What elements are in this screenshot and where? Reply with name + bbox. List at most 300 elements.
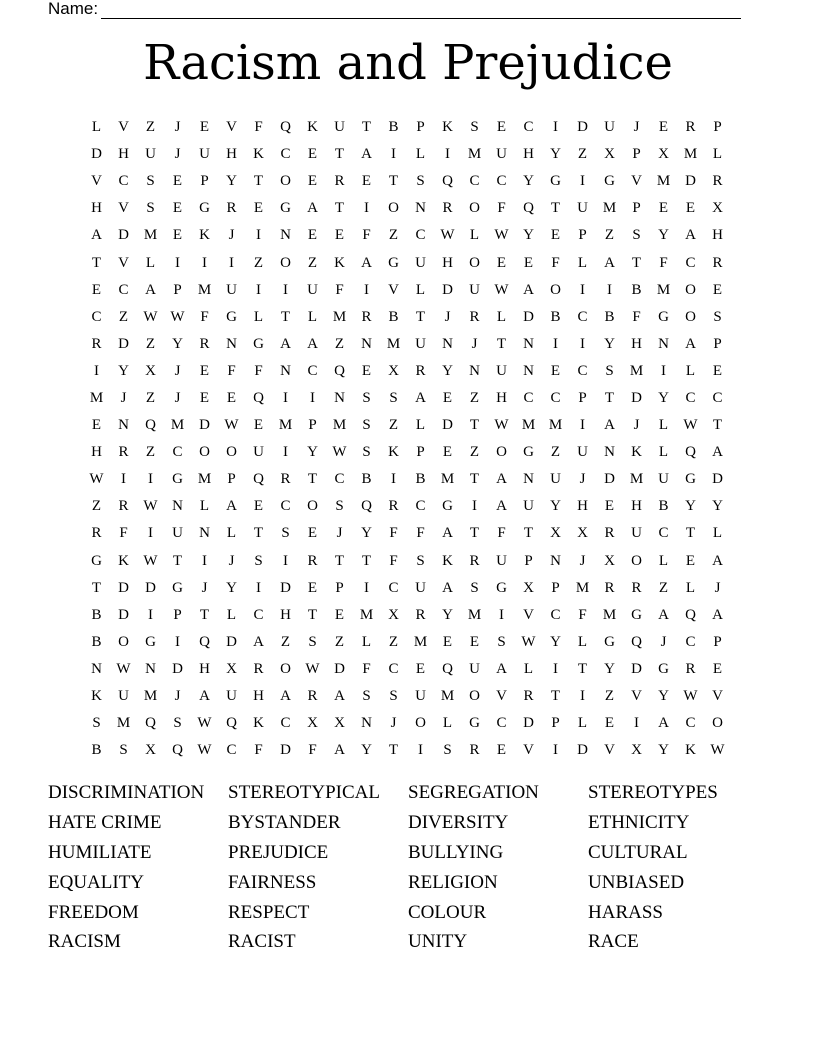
word-list-item: RACISM	[48, 931, 121, 953]
grid-letter: N	[442, 335, 453, 352]
grid-letter: F	[335, 281, 344, 298]
grid-letter: F	[497, 525, 506, 542]
grid-letter: U	[415, 254, 426, 271]
grid-letter: F	[254, 742, 263, 759]
grid-letter: L	[226, 606, 237, 623]
grid-letter: E	[604, 715, 615, 732]
grid-letter: T	[685, 525, 696, 542]
grid-letter: E	[496, 742, 507, 759]
grid-letter: O	[280, 173, 291, 190]
grid-letter: C	[658, 525, 669, 542]
grid-letter: X	[145, 362, 156, 379]
grid-letter: Y	[712, 498, 723, 515]
grid-letter: A	[361, 146, 372, 163]
grid-letter: V	[118, 119, 129, 136]
grid-letter: J	[120, 389, 127, 406]
grid-letter: I	[175, 254, 180, 271]
grid-letter: U	[145, 146, 156, 163]
grid-letter: Q	[172, 742, 183, 759]
grid-letter: Y	[550, 498, 561, 515]
grid-letter: J	[390, 715, 397, 732]
grid-letter: C	[685, 389, 696, 406]
grid-letter: N	[415, 200, 426, 217]
grid-letter: E	[658, 119, 669, 136]
grid-letter: D	[118, 227, 129, 244]
grid-letter: K	[253, 715, 264, 732]
grid-letter: W	[305, 660, 320, 677]
grid-letter: A	[442, 579, 453, 596]
grid-letter: O	[496, 444, 507, 461]
grid-letter: T	[361, 119, 372, 136]
grid-letter: M	[656, 281, 671, 298]
grid-letter: P	[578, 227, 587, 244]
grid-letter: N	[334, 389, 345, 406]
grid-letter: U	[631, 525, 642, 542]
grid-letter: I	[499, 606, 504, 623]
grid-letter: Z	[388, 227, 399, 244]
grid-letter: E	[523, 254, 534, 271]
grid-letter: G	[226, 308, 237, 325]
grid-letter: Q	[685, 606, 696, 623]
grid-letter: M	[521, 417, 536, 434]
grid-letter: I	[148, 525, 153, 542]
grid-letter: S	[632, 227, 641, 244]
grid-letter: I	[445, 146, 450, 163]
grid-letter: L	[712, 525, 723, 542]
grid-letter: E	[361, 362, 372, 379]
grid-letter: V	[523, 742, 534, 759]
grid-letter: B	[91, 742, 102, 759]
grid-letter: E	[334, 606, 345, 623]
grid-letter: J	[201, 579, 208, 596]
word-list-item: HARASS	[588, 901, 663, 923]
grid-letter: Q	[226, 715, 237, 732]
grid-letter: N	[145, 660, 156, 677]
grid-letter: D	[118, 579, 129, 596]
grid-letter: T	[523, 525, 534, 542]
grid-letter: M	[467, 146, 482, 163]
grid-letter: O	[685, 308, 696, 325]
grid-letter: A	[712, 606, 723, 623]
grid-letter: L	[658, 417, 669, 434]
grid-letter: A	[658, 606, 669, 623]
grid-letter: K	[442, 552, 453, 569]
grid-letter: I	[580, 688, 585, 705]
grid-letter: M	[116, 715, 131, 732]
grid-letter: H	[91, 200, 102, 217]
grid-letter: I	[148, 471, 153, 488]
grid-letter: R	[388, 498, 399, 515]
grid-letter: R	[253, 660, 264, 677]
grid-letter: C	[280, 715, 291, 732]
grid-letter: M	[332, 308, 347, 325]
grid-letter: J	[444, 308, 451, 325]
word-list-item: STEREOTYPES	[588, 781, 718, 803]
grid-letter: B	[388, 308, 399, 325]
grid-letter: L	[199, 498, 210, 515]
grid-letter: O	[415, 715, 426, 732]
grid-letter: A	[145, 281, 156, 298]
grid-letter: C	[685, 254, 696, 271]
grid-letter: S	[146, 173, 155, 190]
grid-letter: E	[496, 119, 507, 136]
grid-letter: Q	[280, 119, 291, 136]
grid-letter: W	[116, 660, 131, 677]
grid-letter: H	[280, 606, 291, 623]
grid-letter: L	[415, 281, 426, 298]
grid-letter: J	[579, 552, 586, 569]
grid-letter: K	[334, 254, 345, 271]
grid-letter: G	[604, 173, 615, 190]
grid-letter: X	[604, 146, 615, 163]
grid-letter: U	[577, 444, 588, 461]
grid-letter: G	[685, 471, 696, 488]
grid-letter: O	[280, 660, 291, 677]
grid-letter: G	[550, 173, 561, 190]
grid-letter: L	[226, 525, 237, 542]
grid-letter: U	[226, 281, 237, 298]
grid-letter: T	[91, 579, 102, 596]
grid-letter: P	[713, 119, 722, 136]
grid-letter: A	[604, 417, 615, 434]
grid-letter: R	[307, 552, 318, 569]
grid-letter: H	[226, 146, 237, 163]
grid-letter: Z	[307, 254, 318, 271]
grid-letter: I	[580, 173, 585, 190]
grid-letter: A	[199, 688, 210, 705]
grid-letter: L	[577, 715, 588, 732]
grid-letter: L	[145, 254, 156, 271]
grid-letter: E	[91, 417, 102, 434]
grid-letter: C	[523, 389, 534, 406]
grid-letter: Z	[334, 335, 345, 352]
grid-letter: F	[497, 200, 506, 217]
grid-letter: D	[577, 742, 588, 759]
grid-letter: I	[364, 281, 369, 298]
grid-letter: U	[307, 281, 318, 298]
word-list	[48, 778, 768, 957]
grid-letter: S	[416, 173, 425, 190]
grid-letter: P	[335, 579, 344, 596]
grid-letter: W	[521, 633, 536, 650]
grid-letter: X	[631, 742, 642, 759]
grid-letter: P	[416, 444, 425, 461]
grid-letter: N	[361, 715, 372, 732]
grid-letter: B	[91, 606, 102, 623]
grid-letter: G	[253, 335, 264, 352]
grid-letter: H	[91, 444, 102, 461]
grid-letter: S	[281, 525, 290, 542]
grid-letter: I	[283, 281, 288, 298]
grid-letter: C	[280, 146, 291, 163]
grid-letter: T	[280, 308, 291, 325]
word-list-item: COLOUR	[408, 901, 487, 923]
grid-letter: P	[551, 579, 560, 596]
grid-letter: I	[553, 119, 558, 136]
grid-letter: Q	[442, 660, 453, 677]
grid-letter: W	[494, 281, 509, 298]
grid-letter: M	[440, 471, 455, 488]
grid-letter: X	[334, 715, 345, 732]
grid-letter: I	[283, 552, 288, 569]
grid-letter: F	[254, 362, 263, 379]
grid-letter: O	[550, 281, 561, 298]
grid-letter: O	[199, 444, 210, 461]
grid-letter: X	[550, 525, 561, 542]
letter-grid	[83, 114, 731, 764]
grid-letter: S	[173, 715, 182, 732]
word-list-item: EQUALITY	[48, 871, 145, 893]
grid-letter: X	[388, 606, 399, 623]
grid-letter: E	[469, 633, 480, 650]
word-list-item: PREJUDICE	[228, 841, 329, 863]
grid-letter: W	[683, 417, 698, 434]
grid-letter: Q	[145, 715, 156, 732]
grid-letter: R	[523, 688, 534, 705]
grid-letter: E	[361, 173, 372, 190]
grid-letter: F	[362, 227, 371, 244]
grid-letter: B	[550, 308, 561, 325]
grid-letter: I	[580, 417, 585, 434]
grid-letter: X	[388, 362, 399, 379]
grid-letter: E	[307, 227, 318, 244]
grid-letter: R	[226, 200, 237, 217]
grid-letter: U	[334, 119, 345, 136]
grid-letter: E	[172, 227, 183, 244]
grid-letter: R	[118, 444, 129, 461]
grid-letter: V	[604, 742, 615, 759]
grid-letter: T	[577, 660, 588, 677]
grid-letter: G	[199, 200, 210, 217]
grid-letter: U	[496, 552, 507, 569]
grid-letter: K	[91, 688, 102, 705]
grid-letter: J	[579, 471, 586, 488]
grid-letter: C	[577, 308, 588, 325]
grid-letter: E	[253, 200, 264, 217]
grid-letter: O	[469, 200, 480, 217]
grid-letter: I	[229, 254, 234, 271]
grid-letter: T	[334, 552, 345, 569]
grid-letter: Z	[388, 417, 399, 434]
grid-letter: R	[685, 119, 696, 136]
grid-letter: U	[604, 119, 615, 136]
grid-letter: P	[632, 200, 641, 217]
grid-letter: S	[389, 389, 398, 406]
grid-letter: O	[469, 688, 480, 705]
grid-letter: I	[364, 579, 369, 596]
grid-letter: A	[253, 633, 264, 650]
grid-letter: C	[685, 715, 696, 732]
grid-letter: I	[283, 444, 288, 461]
grid-letter: K	[253, 146, 264, 163]
grid-letter: R	[604, 525, 615, 542]
grid-letter: L	[658, 552, 669, 569]
grid-letter: F	[659, 254, 668, 271]
grid-letter: I	[202, 552, 207, 569]
grid-letter: W	[683, 688, 698, 705]
grid-letter: H	[118, 146, 129, 163]
grid-letter: W	[170, 308, 185, 325]
grid-letter: U	[469, 660, 480, 677]
name-blank-line	[101, 2, 741, 19]
grid-letter: U	[523, 498, 534, 515]
grid-letter: M	[413, 633, 428, 650]
grid-letter: Q	[631, 633, 642, 650]
grid-letter: I	[202, 254, 207, 271]
grid-letter: I	[418, 742, 423, 759]
grid-letter: Q	[334, 362, 345, 379]
grid-letter: R	[199, 335, 210, 352]
grid-letter: T	[199, 606, 210, 623]
grid-letter: R	[361, 308, 372, 325]
grid-letter: F	[308, 742, 317, 759]
grid-letter: I	[94, 362, 99, 379]
grid-letter: I	[256, 227, 261, 244]
grid-letter: S	[335, 498, 344, 515]
grid-letter: Z	[145, 119, 156, 136]
grid-letter: A	[334, 688, 345, 705]
grid-letter: Y	[442, 362, 453, 379]
grid-letter: X	[226, 660, 237, 677]
grid-letter: E	[307, 173, 318, 190]
grid-letter: S	[146, 200, 155, 217]
grid-letter: Z	[145, 335, 156, 352]
grid-letter: X	[577, 525, 588, 542]
grid-letter: M	[143, 688, 158, 705]
grid-letter: T	[550, 688, 561, 705]
grid-letter: Y	[604, 660, 615, 677]
grid-letter: Z	[550, 444, 561, 461]
grid-letter: C	[577, 362, 588, 379]
grid-letter: F	[254, 119, 263, 136]
grid-letter: T	[253, 525, 264, 542]
grid-letter: Q	[253, 389, 264, 406]
grid-letter: G	[280, 200, 291, 217]
grid-letter: Y	[442, 606, 453, 623]
grid-letter: C	[415, 498, 426, 515]
grid-letter: L	[496, 308, 507, 325]
grid-letter: C	[496, 715, 507, 732]
grid-letter: H	[199, 660, 210, 677]
grid-letter: X	[523, 579, 534, 596]
grid-letter: R	[469, 308, 480, 325]
grid-letter: C	[550, 606, 561, 623]
grid-letter: I	[175, 633, 180, 650]
grid-letter: J	[660, 633, 667, 650]
grid-letter: T	[334, 146, 345, 163]
grid-letter: K	[199, 227, 210, 244]
grid-letter: I	[391, 146, 396, 163]
grid-letter: O	[280, 254, 291, 271]
grid-letter: T	[172, 552, 183, 569]
grid-letter: W	[143, 498, 158, 515]
grid-letter: A	[658, 715, 669, 732]
grid-letter: S	[119, 742, 128, 759]
grid-letter: Y	[523, 227, 534, 244]
grid-letter: E	[658, 200, 669, 217]
grid-letter: Y	[226, 173, 237, 190]
grid-letter: A	[685, 227, 696, 244]
grid-letter: D	[91, 146, 102, 163]
grid-letter: T	[550, 200, 561, 217]
grid-letter: H	[577, 498, 588, 515]
grid-letter: F	[362, 660, 371, 677]
grid-letter: E	[685, 552, 696, 569]
grid-letter: D	[280, 742, 291, 759]
grid-letter: A	[712, 444, 723, 461]
grid-letter: K	[307, 119, 318, 136]
grid-letter: A	[280, 688, 291, 705]
grid-letter: F	[389, 552, 398, 569]
grid-letter: E	[199, 119, 210, 136]
grid-letter: P	[308, 417, 317, 434]
grid-letter: W	[332, 444, 347, 461]
grid-letter: F	[632, 308, 641, 325]
grid-letter: E	[442, 633, 453, 650]
word-list-item: ETHNICITY	[588, 811, 690, 833]
grid-letter: L	[469, 227, 480, 244]
grid-letter: J	[228, 552, 235, 569]
grid-letter: B	[658, 498, 669, 515]
grid-letter: A	[361, 254, 372, 271]
grid-letter: C	[226, 742, 237, 759]
grid-letter: L	[307, 308, 318, 325]
grid-letter: R	[712, 173, 723, 190]
grid-letter: N	[226, 335, 237, 352]
grid-letter: F	[227, 362, 236, 379]
grid-letter: N	[523, 471, 534, 488]
grid-letter: I	[634, 715, 639, 732]
grid-letter: W	[143, 308, 158, 325]
grid-letter: S	[362, 688, 371, 705]
grid-letter: Z	[253, 254, 264, 271]
grid-letter: J	[633, 417, 640, 434]
grid-letter: Y	[658, 688, 669, 705]
grid-letter: C	[118, 281, 129, 298]
grid-letter: L	[658, 444, 669, 461]
grid-letter: T	[631, 254, 642, 271]
grid-letter: Y	[658, 389, 669, 406]
grid-letter: N	[523, 335, 534, 352]
grid-letter: C	[172, 444, 183, 461]
grid-letter: Z	[334, 633, 345, 650]
grid-letter: R	[307, 688, 318, 705]
grid-letter: M	[89, 389, 104, 406]
grid-letter: I	[148, 606, 153, 623]
grid-letter: E	[550, 362, 561, 379]
grid-letter: M	[548, 417, 563, 434]
word-list-item: STEREOTYPICAL	[228, 781, 380, 803]
grid-letter: I	[391, 471, 396, 488]
grid-letter: Y	[118, 362, 129, 379]
grid-letter: R	[685, 660, 696, 677]
grid-letter: N	[118, 417, 129, 434]
grid-letter: S	[470, 119, 479, 136]
grid-letter: E	[226, 389, 237, 406]
grid-letter: T	[415, 308, 426, 325]
grid-letter: Q	[523, 200, 534, 217]
word-list-item: BULLYING	[408, 841, 504, 863]
grid-letter: U	[415, 688, 426, 705]
grid-letter: T	[712, 417, 723, 434]
grid-letter: M	[683, 146, 698, 163]
word-list-item: SEGREGATION	[408, 781, 539, 803]
grid-letter: S	[605, 362, 614, 379]
grid-letter: Y	[604, 335, 615, 352]
grid-letter: X	[712, 200, 723, 217]
grid-letter: W	[197, 742, 212, 759]
grid-letter: Z	[604, 688, 615, 705]
